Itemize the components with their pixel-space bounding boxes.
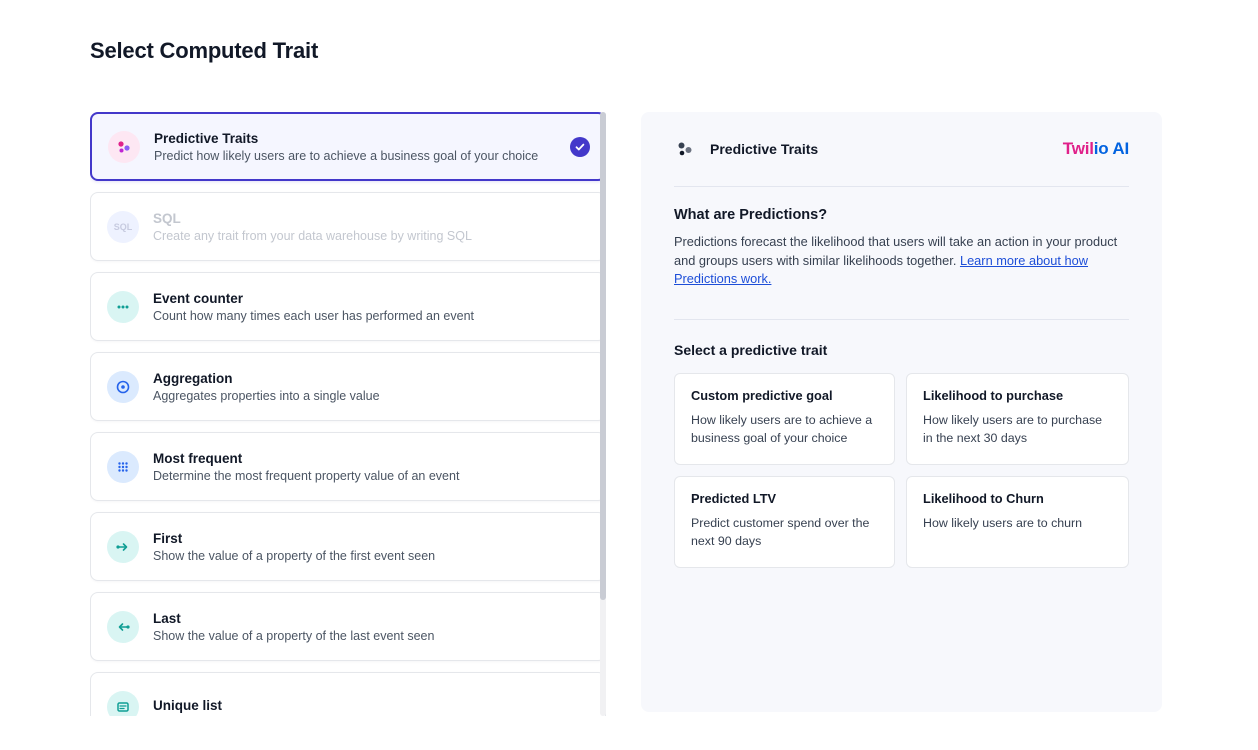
divider — [674, 319, 1129, 320]
option-likelihood-to-churn[interactable] — [906, 476, 1129, 568]
option-description: How likely users are to purchase in the next 30 days — [923, 412, 1103, 446]
list-item-title: SQL — [153, 210, 181, 226]
option-description: How likely users are to churn — [923, 515, 1083, 530]
detail-header-left — [674, 138, 818, 160]
list-item-event-counter[interactable] — [90, 272, 606, 341]
option-title: Custom predictive goal — [691, 387, 833, 403]
list-item-text — [153, 291, 474, 323]
list-item-description: Show the value of a property of the first event seen — [153, 548, 436, 563]
brand-part-1: Twil — [1062, 139, 1094, 158]
list-item-text — [153, 451, 459, 483]
unique-list-icon — [107, 691, 139, 717]
divider — [674, 186, 1129, 187]
list-item-title: Aggregation — [153, 370, 233, 386]
page-title: Select Computed Trait — [90, 38, 319, 63]
twilio-ai-logo — [1063, 139, 1129, 159]
list-item-description: Create any trait from your data warehouse by writing SQL — [153, 228, 472, 243]
check-circle-icon — [570, 137, 590, 157]
detail-header — [674, 138, 1129, 160]
list-item-most-frequent[interactable] — [90, 432, 606, 501]
brand-part-3: AI — [1108, 139, 1129, 158]
list-item-title: Predictive Traits — [154, 130, 259, 146]
option-predicted-ltv[interactable] — [674, 476, 895, 568]
list-item-text — [153, 698, 222, 716]
list-item-sql[interactable] — [90, 192, 606, 261]
detail-title: Predictive Traits — [710, 141, 819, 157]
brand-part-2: io — [1093, 139, 1109, 158]
predictive-trait-options — [674, 373, 1129, 568]
predictive-traits-icon — [108, 131, 140, 163]
section-body-text: Predictions forecast the likelihood that users will take an action in your product and groups users with similar likelihoods together. — [674, 234, 1118, 268]
list-item-title: Last — [153, 610, 181, 626]
first-icon — [107, 531, 139, 563]
list-item-description: Show the value of a property of the last event seen — [153, 628, 435, 643]
predictive-traits-icon — [674, 138, 696, 160]
option-likelihood-to-purchase[interactable] — [906, 373, 1129, 465]
event-counter-icon — [107, 291, 139, 323]
list-item-title: First — [153, 530, 183, 546]
list-item-text — [153, 371, 380, 403]
section-heading-select-trait: Select a predictive trait — [674, 341, 828, 358]
list-scrollbar-thumb[interactable] — [600, 112, 606, 600]
sql-icon-label: SQL — [113, 221, 133, 232]
option-title: Likelihood to purchase — [923, 387, 1064, 403]
last-icon — [107, 611, 139, 643]
list-item-text — [154, 131, 538, 163]
list-item-text — [153, 531, 435, 563]
list-item-title: Most frequent — [153, 450, 243, 466]
list-item-description: Predict how likely users are to achieve a business goal of your choice — [154, 148, 539, 163]
list-item-text — [153, 211, 472, 243]
list-item-description: Aggregates properties into a single value — [153, 388, 380, 403]
section-heading-predictions: What are Predictions? — [674, 207, 828, 223]
list-item-title: Unique list — [153, 697, 223, 713]
list-item-description: Determine the most frequent property value of an event — [153, 468, 460, 483]
aggregation-icon — [107, 371, 139, 403]
trait-list-panel[interactable] — [90, 112, 606, 716]
list-item-aggregation[interactable] — [90, 352, 606, 421]
list-item-title: Event counter — [153, 290, 244, 306]
trait-list — [90, 112, 606, 716]
option-description: How likely users are to achieve a business goal of your choice — [691, 412, 873, 446]
sql-icon — [107, 211, 139, 243]
list-item-text — [153, 611, 434, 643]
list-item-predictive-traits[interactable] — [90, 112, 606, 181]
learn-more-link[interactable]: Learn more about how Predictions work. — [674, 252, 1089, 287]
most-frequent-icon — [107, 451, 139, 483]
list-item-description: Count how many times each user has performed an event — [153, 308, 475, 323]
option-title: Predicted LTV — [691, 490, 777, 506]
list-item-first[interactable] — [90, 512, 606, 581]
option-description: Predict customer spend over the next 90 days — [691, 515, 870, 549]
detail-panel — [641, 112, 1162, 712]
list-item-last[interactable] — [90, 592, 606, 661]
list-item-unique-list[interactable] — [90, 672, 606, 716]
option-title: Likelihood to Churn — [923, 490, 1044, 506]
option-custom-predictive-goal[interactable] — [674, 373, 895, 465]
section-body-predictions — [674, 233, 1126, 289]
